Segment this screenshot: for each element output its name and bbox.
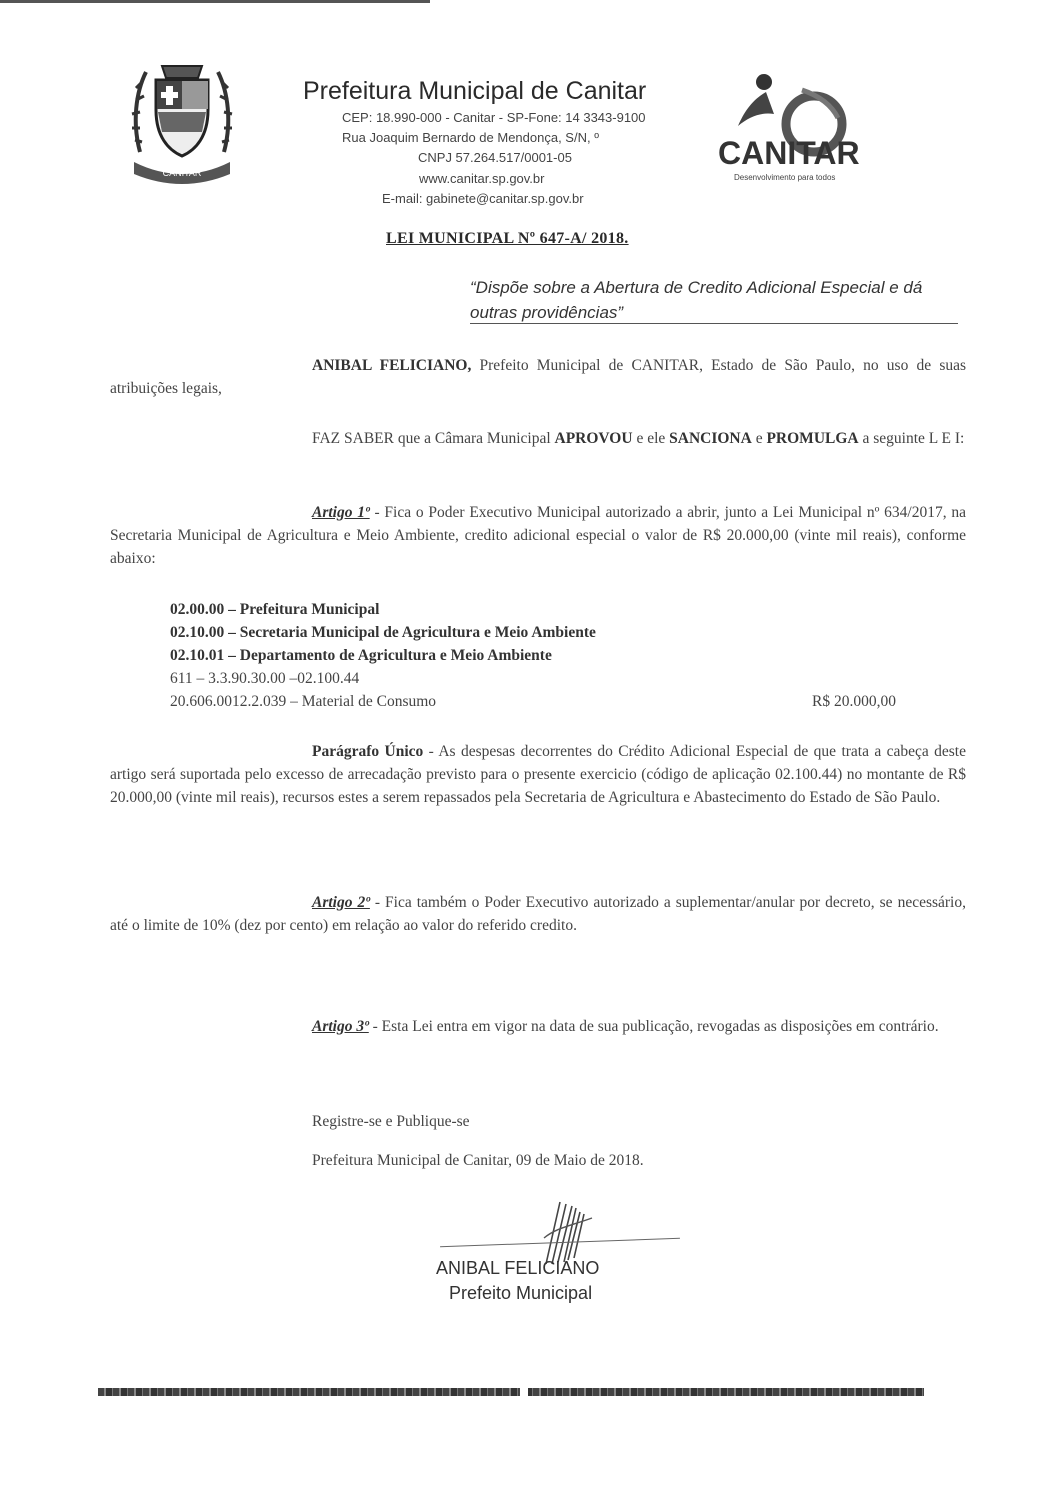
- article-2-paragraph: [110, 891, 966, 937]
- cep-phone-line: CEP: 18.990-000 - Canitar - SP-Fone: 14 3343-9100: [342, 110, 646, 125]
- law-ementa: “Dispõe sobre a Abertura de Credito Adicional Especial e dá outras providências”: [470, 278, 923, 322]
- ementa-underline: [470, 323, 958, 324]
- canitar-logo-icon: [714, 70, 894, 185]
- budget-code-2: 20.606.0012.2.039 – Material de Consumo: [170, 693, 437, 710]
- registre-line: Registre-se e Publique-se: [312, 1113, 470, 1130]
- article-2-label: Artigo 2º: [312, 894, 370, 911]
- top-edge-line: [0, 0, 430, 3]
- signer-name: ANIBAL FELICIANO: [436, 1258, 600, 1278]
- faz-saber-text-2: e ele: [632, 430, 670, 447]
- page-title: Prefeitura Municipal de Canitar: [303, 77, 647, 105]
- bottom-rule-gap: [520, 1386, 528, 1398]
- article-1-label: Artigo 1º: [312, 504, 370, 521]
- address-line: Rua Joaquim Bernardo de Mendonça, S/N, º: [342, 130, 599, 145]
- preamble-text: Prefeito Municipal de CANITAR, Estado de São Paulo, no uso de suas atribuições legais,: [110, 357, 967, 397]
- sole-paragraph: [110, 740, 966, 809]
- law-title: LEI MUNICIPAL Nº 647-A/ 2018.: [386, 230, 629, 247]
- faz-saber-text-4: a seguinte L E I:: [858, 430, 965, 447]
- budget-item: 02.10.00 – Secretaria Municipal de Agricultura e Meio Ambiente: [170, 624, 596, 641]
- signer-role: Prefeito Municipal: [449, 1283, 593, 1303]
- coat-of-arms-icon: [126, 62, 238, 190]
- aprovou-word: APROVOU: [554, 430, 633, 447]
- email-line: E-mail: gabinete@canitar.sp.gov.br: [382, 191, 584, 206]
- faz-saber-text-1: FAZ SABER que a Câmara Municipal: [312, 430, 555, 447]
- article-1-paragraph: [110, 501, 966, 570]
- article-2-text: - Fica também o Poder Executivo autorizado a suplementar/anular por decreto, se necessário, até o limite de 10% (dez por cento) em relação ao valor do referido credito.: [110, 894, 966, 934]
- place-date-line: Prefeitura Municipal de Canitar, 09 de Maio de 2018.: [312, 1152, 644, 1169]
- logo-tagline: Desenvolvimento para todos: [734, 173, 836, 182]
- mayor-name: ANIBAL FELICIANO,: [312, 357, 472, 374]
- faz-saber-paragraph: [110, 427, 966, 450]
- article-3-label: Artigo 3º: [312, 1018, 369, 1035]
- bottom-rule: [98, 1388, 924, 1396]
- article-1-text: - Fica o Poder Executivo Municipal autorizado a abrir, junto a Lei Municipal nº 634/2017, na Secretaria Municipal de Agricultura e Meio Ambiente, credito adicional especial o valor de R$ 20.000,00 (vinte mil reais), conforme abaixo:: [110, 504, 966, 567]
- promulga-word: PROMULGA: [766, 430, 859, 447]
- sole-paragraph-text: - As despesas decorrentes do Crédito Adicional Especial de que trata a cabeça deste artigo será suportada pelo excesso de arrecadação previsto para o presente exercicio (código de aplicação 02.100.44) no montante de R$ 20.000,00 (vinte mil reais), recursos estes a serem repassados pela Secretaria de Agricultura e Abastecimento do Estado de São Paulo.: [110, 743, 966, 806]
- website-line: www.canitar.sp.gov.br: [419, 171, 545, 186]
- budget-item: 02.10.01 – Departamento de Agricultura e Meio Ambiente: [170, 647, 552, 664]
- sole-paragraph-label: Parágrafo Único: [312, 743, 424, 760]
- logo-name: CANITAR: [718, 135, 860, 171]
- preamble-paragraph: [110, 354, 966, 400]
- article-3-text: - Esta Lei entra em vigor na data de sua publicação, revogadas as disposições em contrário.: [368, 1018, 939, 1035]
- faz-saber-text-3: e: [751, 430, 767, 447]
- article-3-paragraph: [110, 1015, 966, 1038]
- coat-of-arms-label: CANITAR: [162, 168, 202, 178]
- budget-list: [170, 598, 596, 713]
- budget-code-1: 611 – 3.3.90.30.00 –02.100.44: [170, 670, 360, 687]
- budget-item: 02.00.00 – Prefeitura Municipal: [170, 601, 380, 618]
- sanciona-word: SANCIONA: [669, 430, 752, 447]
- budget-amount: R$ 20.000,00: [812, 693, 896, 710]
- cnpj-line: CNPJ 57.264.517/0001-05: [418, 150, 572, 165]
